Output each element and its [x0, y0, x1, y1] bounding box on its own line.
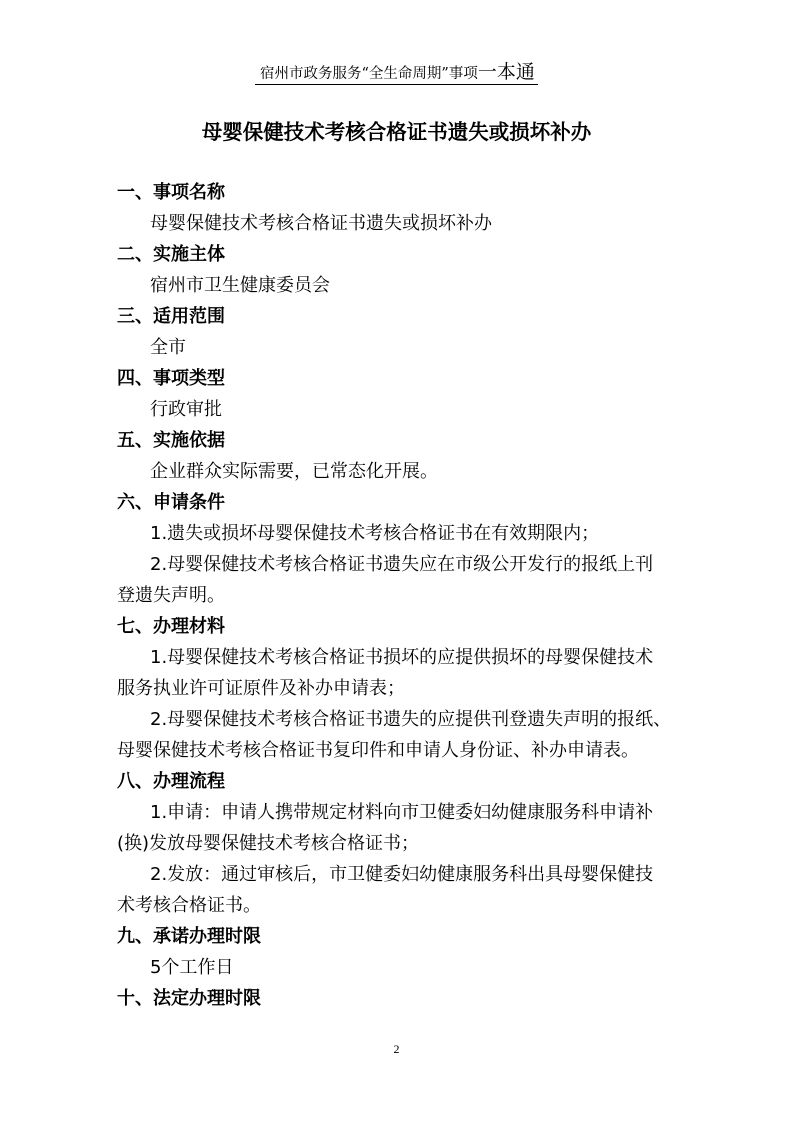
section-2-line-1: 宿州市卫生健康委员会	[150, 275, 330, 296]
section-heading-1: 一、事项名称	[117, 182, 225, 203]
running-header	[260, 62, 535, 84]
section-3-line-1: 全市	[150, 337, 186, 358]
running-header-text-large: 一本通	[477, 61, 535, 83]
section-4-line-1: 行政审批	[150, 399, 222, 420]
section-6-line-1: 1.遗失或损坏母婴保健技术考核合格证书在有效期限内；	[150, 523, 600, 544]
section-heading-5: 五、实施依据	[117, 430, 225, 451]
section-heading-3: 三、适用范围	[117, 306, 225, 327]
section-9-line-1: 5个工作日	[150, 957, 234, 978]
section-8-line-1: 1.申请：申请人携带规定材料向市卫健委妇幼健康服务科申请补	[150, 802, 654, 823]
section-6-line-3: 登遗失声明。	[117, 585, 225, 606]
header-rule	[255, 84, 538, 85]
section-8-line-3: 2.发放：通过审核后，市卫健委妇幼健康服务科出具母婴保健技	[150, 864, 654, 885]
section-8-line-2: (换)发放母婴保健技术考核合格证书；	[117, 833, 420, 854]
document-title: 母婴保健技术考核合格证书遗失或损坏补办	[201, 120, 592, 144]
section-7-line-3: 2.母婴保健技术考核合格证书遗失的应提供刊登遗失声明的报纸、	[150, 709, 672, 730]
section-1-line-1: 母婴保健技术考核合格证书遗失或损坏补办	[150, 213, 492, 234]
section-heading-9: 九、承诺办理时限	[117, 926, 261, 947]
section-7-line-2: 服务执业许可证原件及补办申请表；	[117, 678, 405, 699]
section-heading-8: 八、办理流程	[117, 771, 225, 792]
section-heading-7: 七、办理材料	[117, 616, 225, 637]
running-header-text: 宿州市政务服务“全生命周期”事项	[260, 66, 478, 82]
section-5-line-1: 企业群众实际需要，已常态化开展。	[150, 461, 438, 482]
section-6-line-2: 2.母婴保健技术考核合格证书遗失应在市级公开发行的报纸上刊	[150, 554, 654, 575]
section-heading-10: 十、法定办理时限	[117, 988, 261, 1009]
section-7-line-4: 母婴保健技术考核合格证书复印件和申请人身份证、补办申请表。	[117, 740, 639, 761]
section-heading-6: 六、申请条件	[117, 492, 225, 513]
section-heading-4: 四、事项类型	[117, 368, 225, 389]
section-8-line-4: 术考核合格证书。	[117, 895, 261, 916]
section-heading-2: 二、实施主体	[117, 244, 225, 265]
page-number: 2	[393, 1042, 400, 1056]
section-7-line-1: 1.母婴保健技术考核合格证书损坏的应提供损坏的母婴保健技术	[150, 647, 654, 668]
